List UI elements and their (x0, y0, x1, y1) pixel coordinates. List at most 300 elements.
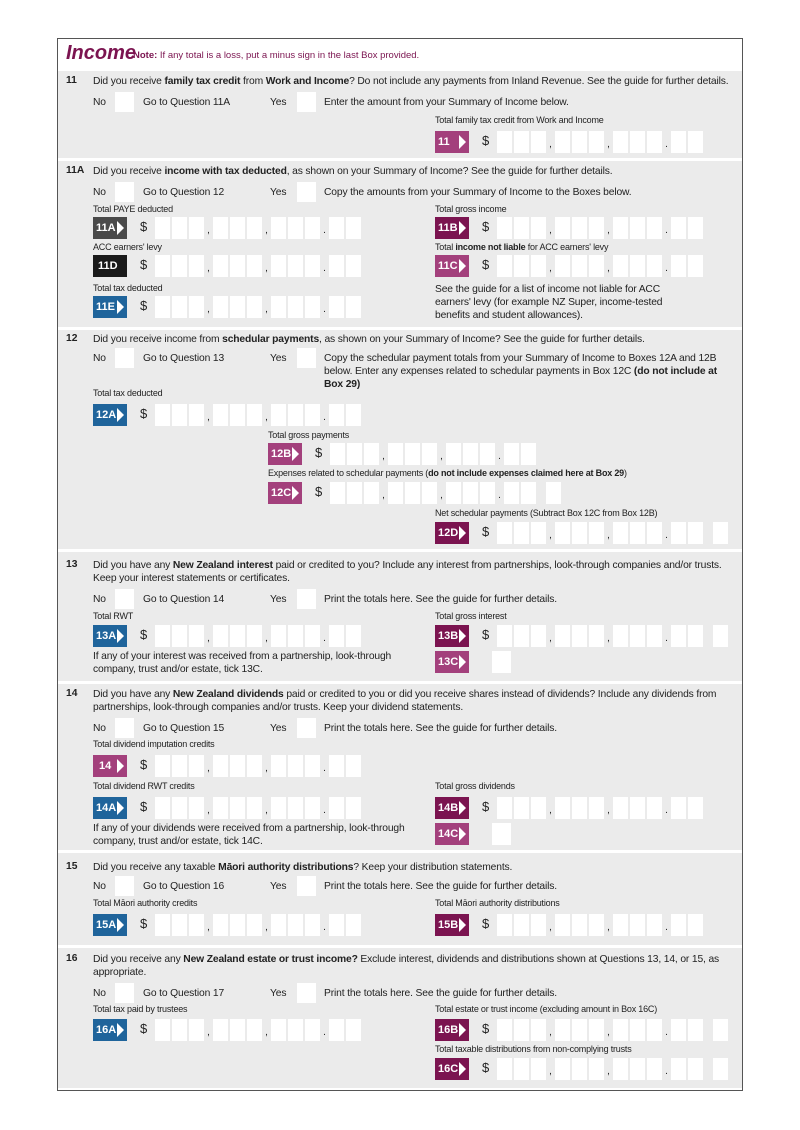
field-label: Total gross dividends (435, 781, 515, 791)
minus-sign-box[interactable] (713, 522, 728, 544)
digit-box[interactable] (647, 1058, 662, 1080)
digit-box[interactable] (630, 217, 645, 239)
digit-box[interactable] (288, 755, 303, 777)
digit-box[interactable] (613, 255, 628, 277)
digit-box[interactable] (514, 131, 529, 153)
digit-box[interactable] (572, 914, 587, 936)
digit-box[interactable] (671, 797, 686, 819)
field-label: Total Māori authority credits (93, 898, 198, 908)
digit-box[interactable] (155, 755, 170, 777)
digit-box[interactable] (213, 1019, 228, 1041)
digit-box[interactable] (630, 1058, 645, 1080)
digit-box[interactable] (172, 404, 187, 426)
digit-box[interactable] (213, 914, 228, 936)
digit-box[interactable] (213, 217, 228, 239)
digit-box[interactable] (230, 625, 245, 647)
amount-input-14b[interactable] (497, 797, 705, 819)
digit-box[interactable] (688, 1019, 703, 1041)
dollar-sign: $ (315, 445, 323, 460)
digit-box[interactable] (613, 797, 628, 819)
yes-checkbox[interactable] (297, 983, 316, 1003)
digit-box[interactable] (589, 914, 604, 936)
digit-box[interactable] (572, 797, 587, 819)
digit-box[interactable] (346, 797, 361, 819)
digit-box[interactable] (247, 1019, 262, 1041)
digit-box[interactable] (405, 482, 420, 504)
digit-box[interactable] (589, 255, 604, 277)
question-number: 13 (66, 559, 78, 570)
digit-box[interactable] (388, 443, 403, 465)
digit-box[interactable] (497, 625, 512, 647)
digit-box[interactable] (555, 131, 570, 153)
digit-box[interactable] (189, 797, 204, 819)
digit-box[interactable] (497, 217, 512, 239)
digit-box[interactable] (514, 522, 529, 544)
digit-separator: , (265, 1027, 268, 1038)
digit-box[interactable] (230, 255, 245, 277)
digit-box[interactable] (647, 914, 662, 936)
digit-box[interactable] (613, 131, 628, 153)
digit-box[interactable] (422, 482, 437, 504)
digit-box[interactable] (647, 625, 662, 647)
digit-box[interactable] (330, 443, 345, 465)
digit-box[interactable] (497, 255, 512, 277)
digit-box[interactable] (514, 797, 529, 819)
digit-box[interactable] (514, 255, 529, 277)
digit-box[interactable] (463, 482, 478, 504)
yes-label: Yes (270, 97, 287, 108)
digit-separator: , (207, 633, 210, 644)
digit-box[interactable] (346, 1019, 361, 1041)
digit-separator: , (207, 304, 210, 315)
digit-box[interactable] (189, 755, 204, 777)
digit-separator: , (382, 490, 385, 501)
digit-separator: , (549, 139, 552, 150)
amount-input-11e[interactable] (155, 296, 363, 318)
digit-box[interactable] (613, 522, 628, 544)
digit-box[interactable] (288, 1019, 303, 1041)
digit-box[interactable] (671, 625, 686, 647)
digit-box[interactable] (172, 296, 187, 318)
digit-box[interactable] (329, 1019, 344, 1041)
digit-box[interactable] (630, 797, 645, 819)
question-number: 15 (66, 861, 78, 872)
digit-box[interactable] (288, 404, 303, 426)
digit-separator: , (440, 490, 443, 501)
digit-box[interactable] (613, 1019, 628, 1041)
digit-box[interactable] (172, 797, 187, 819)
digit-box[interactable] (172, 755, 187, 777)
digit-box[interactable] (189, 404, 204, 426)
yes-checkbox[interactable] (297, 348, 316, 368)
digit-box[interactable] (497, 131, 512, 153)
digit-box[interactable] (647, 131, 662, 153)
no-checkbox[interactable] (115, 92, 134, 112)
digit-box[interactable] (346, 296, 361, 318)
digit-box[interactable] (305, 625, 320, 647)
minus-sign-box[interactable] (713, 1019, 728, 1041)
digit-box[interactable] (671, 914, 686, 936)
no-label: No (93, 97, 106, 108)
tick-box-14c[interactable] (492, 823, 511, 845)
digit-box[interactable] (347, 443, 362, 465)
digit-box[interactable] (671, 522, 686, 544)
digit-box[interactable] (329, 755, 344, 777)
amount-input-16b[interactable] (497, 1019, 730, 1041)
digit-box[interactable] (364, 443, 379, 465)
digit-box[interactable] (647, 797, 662, 819)
digit-box[interactable] (555, 217, 570, 239)
digit-box[interactable] (613, 914, 628, 936)
digit-box[interactable] (189, 255, 204, 277)
digit-separator: , (207, 225, 210, 236)
digit-separator: , (207, 412, 210, 423)
digit-box[interactable] (630, 131, 645, 153)
digit-box[interactable] (247, 755, 262, 777)
digit-box[interactable] (247, 797, 262, 819)
digit-box[interactable] (305, 1019, 320, 1041)
digit-box[interactable] (155, 797, 170, 819)
digit-box[interactable] (172, 217, 187, 239)
digit-box[interactable] (388, 482, 403, 504)
digit-box[interactable] (230, 914, 245, 936)
yes-checkbox[interactable] (297, 92, 316, 112)
digit-box[interactable] (514, 625, 529, 647)
digit-box[interactable] (572, 217, 587, 239)
digit-box[interactable] (155, 914, 170, 936)
digit-box[interactable] (446, 443, 461, 465)
digit-box[interactable] (346, 755, 361, 777)
digit-box[interactable] (555, 1058, 570, 1080)
digit-separator: , (607, 922, 610, 933)
no-checkbox[interactable] (115, 348, 134, 368)
digit-box[interactable] (531, 131, 546, 153)
digit-separator: , (207, 805, 210, 816)
no-label: No (93, 187, 106, 198)
no-checkbox[interactable] (115, 182, 134, 202)
digit-box[interactable] (405, 443, 420, 465)
text-run: Did you have any (93, 689, 173, 700)
digit-box[interactable] (288, 217, 303, 239)
digit-box[interactable] (329, 296, 344, 318)
digit-box[interactable] (671, 131, 686, 153)
digit-separator: , (440, 451, 443, 462)
digit-box[interactable] (613, 217, 628, 239)
digit-box[interactable] (572, 522, 587, 544)
digit-box[interactable] (247, 625, 262, 647)
yes-checkbox[interactable] (297, 589, 316, 609)
digit-box[interactable] (189, 296, 204, 318)
amount-input-11c[interactable] (497, 255, 705, 277)
digit-box[interactable] (504, 482, 519, 504)
digit-box[interactable] (271, 914, 286, 936)
field-label (435, 242, 608, 252)
minus-sign-box[interactable] (713, 625, 728, 647)
digit-box[interactable] (589, 797, 604, 819)
digit-box[interactable] (172, 914, 187, 936)
digit-box[interactable] (497, 797, 512, 819)
digit-box[interactable] (514, 1019, 529, 1041)
amount-input-15b[interactable] (497, 914, 705, 936)
digit-box[interactable] (329, 914, 344, 936)
digit-box[interactable] (572, 1058, 587, 1080)
digit-box[interactable] (230, 404, 245, 426)
digit-box[interactable] (288, 797, 303, 819)
amount-input-11d[interactable] (155, 255, 363, 277)
text-run: ) (623, 468, 627, 478)
digit-box[interactable] (531, 255, 546, 277)
digit-box[interactable] (247, 217, 262, 239)
digit-box[interactable] (271, 296, 286, 318)
digit-box[interactable] (189, 217, 204, 239)
digit-box[interactable] (555, 1019, 570, 1041)
digit-box[interactable] (630, 522, 645, 544)
digit-box[interactable] (230, 296, 245, 318)
digit-box[interactable] (329, 625, 344, 647)
amount-input-13a[interactable] (155, 625, 363, 647)
digit-box[interactable] (647, 217, 662, 239)
digit-box[interactable] (288, 296, 303, 318)
digit-box[interactable] (271, 755, 286, 777)
digit-box[interactable] (422, 443, 437, 465)
digit-box[interactable] (531, 914, 546, 936)
amount-input-13b[interactable] (497, 625, 730, 647)
digit-box[interactable] (271, 1019, 286, 1041)
digit-box[interactable] (521, 482, 536, 504)
digit-box[interactable] (271, 797, 286, 819)
bold-text: family tax credit (164, 76, 241, 87)
digit-separator: . (665, 139, 668, 150)
digit-box[interactable] (671, 255, 686, 277)
digit-box[interactable] (671, 1019, 686, 1041)
digit-box[interactable] (213, 296, 228, 318)
box-code: 15B (435, 914, 469, 936)
yes-checkbox[interactable] (297, 876, 316, 896)
digit-box[interactable] (647, 522, 662, 544)
digit-box[interactable] (230, 1019, 245, 1041)
digit-box[interactable] (247, 404, 262, 426)
digit-box[interactable] (329, 797, 344, 819)
digit-box[interactable] (613, 1058, 628, 1080)
digit-box[interactable] (514, 1058, 529, 1080)
amount-input-14[interactable] (155, 755, 363, 777)
text-run: from (240, 76, 266, 87)
digit-box[interactable] (230, 797, 245, 819)
text-run: Expenses related to schedular payments ( (268, 468, 429, 478)
digit-box[interactable] (630, 1019, 645, 1041)
digit-box[interactable] (497, 1019, 512, 1041)
digit-box[interactable] (497, 1058, 512, 1080)
digit-box[interactable] (172, 625, 187, 647)
digit-box[interactable] (346, 217, 361, 239)
digit-box[interactable] (189, 1019, 204, 1041)
digit-box[interactable] (504, 443, 519, 465)
digit-box[interactable] (288, 625, 303, 647)
digit-box[interactable] (572, 255, 587, 277)
digit-box[interactable] (271, 625, 286, 647)
digit-box[interactable] (514, 914, 529, 936)
digit-box[interactable] (213, 255, 228, 277)
digit-box[interactable] (155, 296, 170, 318)
digit-box[interactable] (589, 1019, 604, 1041)
digit-box[interactable] (688, 914, 703, 936)
digit-box[interactable] (346, 625, 361, 647)
digit-box[interactable] (271, 255, 286, 277)
digit-box[interactable] (230, 217, 245, 239)
digit-box[interactable] (247, 255, 262, 277)
digit-box[interactable] (446, 482, 461, 504)
digit-box[interactable] (688, 1058, 703, 1080)
digit-box[interactable] (172, 1019, 187, 1041)
digit-box[interactable] (305, 914, 320, 936)
amount-input-11[interactable] (497, 131, 705, 153)
digit-box[interactable] (172, 255, 187, 277)
digit-box[interactable] (497, 914, 512, 936)
question-text (93, 333, 645, 346)
digit-box[interactable] (213, 625, 228, 647)
digit-box[interactable] (480, 443, 495, 465)
amount-input-12b[interactable] (330, 443, 538, 465)
amount-input-15a[interactable] (155, 914, 363, 936)
no-checkbox[interactable] (115, 876, 134, 896)
digit-box[interactable] (497, 522, 512, 544)
digit-box[interactable] (189, 914, 204, 936)
digit-box[interactable] (572, 1019, 587, 1041)
amount-input-16a[interactable] (155, 1019, 363, 1041)
digit-box[interactable] (155, 625, 170, 647)
digit-box[interactable] (330, 482, 345, 504)
digit-box[interactable] (555, 914, 570, 936)
amount-input-11b[interactable] (497, 217, 705, 239)
digit-box[interactable] (647, 255, 662, 277)
digit-box[interactable] (531, 625, 546, 647)
digit-box[interactable] (364, 482, 379, 504)
digit-box[interactable] (155, 404, 170, 426)
digit-box[interactable] (346, 914, 361, 936)
digit-box[interactable] (329, 404, 344, 426)
digit-box[interactable] (305, 217, 320, 239)
dollar-sign: $ (140, 757, 148, 772)
digit-box[interactable] (572, 131, 587, 153)
digit-box[interactable] (189, 625, 204, 647)
digit-box[interactable] (531, 1019, 546, 1041)
amount-input-11a[interactable] (155, 217, 363, 239)
digit-box[interactable] (688, 217, 703, 239)
digit-box[interactable] (155, 217, 170, 239)
box-code: 16C (435, 1058, 469, 1080)
digit-box[interactable] (288, 914, 303, 936)
digit-box[interactable] (247, 296, 262, 318)
amount-input-12a[interactable] (155, 404, 363, 426)
digit-box[interactable] (329, 217, 344, 239)
digit-box[interactable] (531, 217, 546, 239)
field-label: Total gross interest (435, 611, 507, 621)
yes-checkbox[interactable] (297, 718, 316, 738)
question-number: 14 (66, 688, 78, 699)
digit-box[interactable] (589, 131, 604, 153)
digit-box[interactable] (329, 255, 344, 277)
digit-box[interactable] (555, 625, 570, 647)
yes-checkbox[interactable] (297, 182, 316, 202)
digit-box[interactable] (346, 255, 361, 277)
minus-sign-box[interactable] (546, 482, 561, 504)
no-checkbox[interactable] (115, 983, 134, 1003)
digit-box[interactable] (463, 443, 478, 465)
digit-box[interactable] (305, 797, 320, 819)
amount-input-16c[interactable] (497, 1058, 730, 1080)
digit-box[interactable] (555, 522, 570, 544)
digit-box[interactable] (630, 625, 645, 647)
amount-input-14a[interactable] (155, 797, 363, 819)
digit-separator: . (323, 412, 326, 423)
digit-box[interactable] (213, 755, 228, 777)
digit-box[interactable] (213, 797, 228, 819)
box-code: 16B (435, 1019, 469, 1041)
no-checkbox[interactable] (115, 718, 134, 738)
text-run: Total (435, 242, 456, 252)
digit-box[interactable] (647, 1019, 662, 1041)
tick-box-13c[interactable] (492, 651, 511, 673)
digit-box[interactable] (514, 217, 529, 239)
digit-box[interactable] (589, 625, 604, 647)
digit-box[interactable] (688, 797, 703, 819)
digit-box[interactable] (271, 404, 286, 426)
digit-box[interactable] (155, 255, 170, 277)
goto-text: Go to Question 15 (143, 723, 225, 734)
digit-box[interactable] (688, 255, 703, 277)
digit-box[interactable] (671, 217, 686, 239)
digit-box[interactable] (555, 255, 570, 277)
digit-box[interactable] (688, 625, 703, 647)
digit-box[interactable] (347, 482, 362, 504)
digit-box[interactable] (589, 522, 604, 544)
digit-box[interactable] (572, 625, 587, 647)
digit-box[interactable] (346, 404, 361, 426)
digit-box[interactable] (613, 625, 628, 647)
digit-box[interactable] (271, 217, 286, 239)
digit-box[interactable] (630, 255, 645, 277)
digit-box[interactable] (688, 131, 703, 153)
digit-box[interactable] (688, 522, 703, 544)
digit-box[interactable] (630, 914, 645, 936)
no-checkbox[interactable] (115, 589, 134, 609)
digit-box[interactable] (305, 755, 320, 777)
digit-box[interactable] (480, 482, 495, 504)
text-run: Did you have any (93, 560, 173, 571)
amount-input-12c[interactable] (330, 482, 563, 504)
digit-box[interactable] (531, 522, 546, 544)
amount-input-12d[interactable] (497, 522, 730, 544)
digit-box[interactable] (589, 1058, 604, 1080)
digit-box[interactable] (305, 255, 320, 277)
digit-box[interactable] (305, 296, 320, 318)
digit-box[interactable] (230, 755, 245, 777)
digit-box[interactable] (589, 217, 604, 239)
digit-separator: , (607, 1066, 610, 1077)
digit-box[interactable] (213, 404, 228, 426)
digit-box[interactable] (531, 797, 546, 819)
digit-box[interactable] (555, 797, 570, 819)
digit-box[interactable] (247, 914, 262, 936)
digit-box[interactable] (288, 255, 303, 277)
digit-box[interactable] (155, 1019, 170, 1041)
digit-box[interactable] (521, 443, 536, 465)
digit-box[interactable] (305, 404, 320, 426)
digit-box[interactable] (671, 1058, 686, 1080)
dollar-sign: $ (482, 627, 490, 642)
minus-sign-box[interactable] (713, 1058, 728, 1080)
digit-box[interactable] (531, 1058, 546, 1080)
